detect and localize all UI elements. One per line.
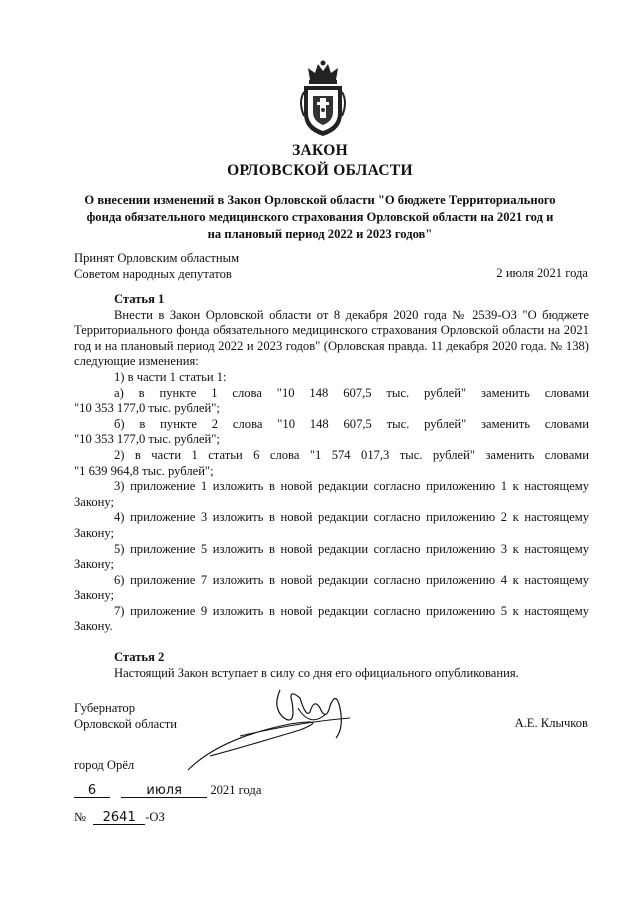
signing-date [74,783,261,798]
law-number-line [74,810,165,825]
article-1-item-7: 7) приложение 9 изложить в новой редакции согласно приложению 5 к настоящему Закону. [74,603,589,634]
article-1-item-1a-line1: а) в пункте 1 слова "10 148 607,5 тыс. рублей" заменить словами [114,385,589,400]
law-body [74,292,589,681]
law-number-suffix: -ОЗ [145,810,165,824]
document-issuer-title: ОРЛОВСКОЙ ОБЛАСТИ [227,162,413,179]
article-1-item-4: 4) приложение 3 изложить в новой редакции согласно приложению 2 к настоящему Закону; [74,510,589,540]
law-subtitle: О внесении изменений в Закон Орловской области "О бюджете Территориального фонда обязательного медицинского страхования Орловской области на 2021 год и на плановый период 2022 и 2023 годов" [84,193,556,241]
law-number-prefix: № [74,810,87,824]
article-2-text: Настоящий Закон вступает в силу со дня его официального опубликования. [114,665,519,680]
article-1-item-3: 3) приложение 1 изложить в новой редакции согласно приложению 1 к настоящему Закону; [74,479,589,509]
article-1-intro: Внести в Закон Орловской области от 8 декабря 2020 года № 2539-ОЗ "О бюджете Территориального фонда обязательного медицинского страхования Орловской области на 2021 год и на плановый период 2022 и 2023 годов" (Орловская правда. 11 декабря 2020 года. № 138) следующие изменения: [74,307,589,369]
governor-title-block [74,700,177,732]
adopted-by-line1: Принят Орловским областным [74,251,240,265]
article-2-heading: Статья 2 [114,650,165,665]
article-1-item-1: 1) в части 1 статьи 1: [114,369,227,384]
article-1-item-6: 6) приложение 7 изложить в новой редакции согласно приложению 4 к настоящему Закону; [74,572,589,603]
article-1-item-2-line1: 2) в части 1 статьи 6 слова "1 574 017,3 тыс. рублей" заменить словами [114,447,589,462]
article-1-item-1b-line2: "10 353 177,0 тыс. рублей"; [74,432,220,447]
article-1-item-5: 5) приложение 5 изложить в новой редакции согласно приложению 3 к настоящему Закону; [74,541,589,572]
governor-name: А.Е. Клычков [514,716,588,730]
governor-signature [180,678,360,778]
adopted-by-block [74,250,239,282]
governor-title-line1: Губернатор [74,701,135,715]
signing-year: 2021 года [210,783,262,797]
law-number: 2641 [93,811,145,825]
adoption-date: 2 июля 2021 года [496,266,588,280]
article-1-heading: Статья 1 [114,292,165,306]
article-1-item-1a-line2: "10 353 177,0 тыс. рублей"; [74,401,220,416]
signing-city: город Орёл [74,758,135,772]
signing-month: июля [121,784,207,798]
document-type-title: ЗАКОН [292,142,348,159]
orel-region-coat-of-arms-icon [296,58,350,138]
article-1-item-1b-line1: б) в пункте 2 слова "10 148 607,5 тыс. рублей" заменить словами [114,416,589,431]
governor-title-line2: Орловской области [74,717,178,731]
article-1-item-2-line2: "1 639 964,8 тыс. рублей"; [74,463,214,478]
adopted-by-line2: Советом народных депутатов [74,267,232,281]
signing-day: 6 [74,784,110,798]
